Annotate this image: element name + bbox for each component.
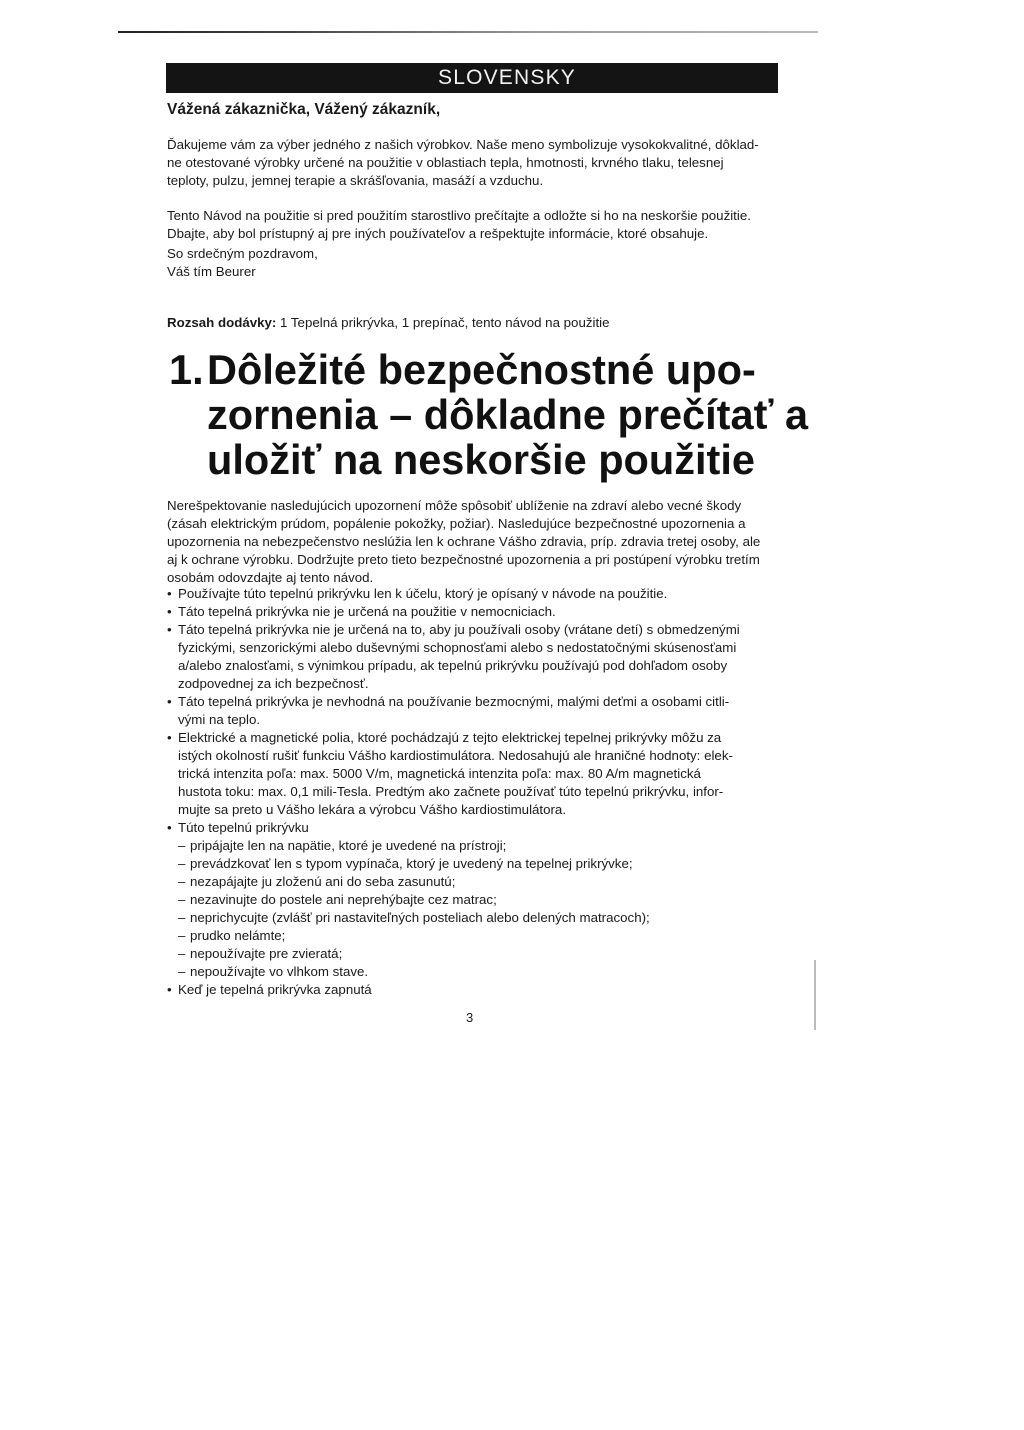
safety-bullet (167, 603, 779, 621)
bullet-line: hustota toku: max. 0,1 mili-Tesla. Predtým ako začnete používať túto tepelnú prikrývku, infor- (178, 784, 724, 799)
bullet-line: • Používajte túto tepelnú prikrývku len k účelu, ktorý je opísaný v návode na použitie. (178, 586, 668, 601)
usage-sublist (178, 837, 779, 981)
section-title (169, 347, 808, 482)
language-header-bar (166, 63, 778, 93)
bullet-line: • Táto tepelná prikrývka nie je určená na použitie v nemocniciach. (178, 604, 556, 619)
safety-bullet (167, 729, 779, 819)
warning-line: (zásah elektrickým prúdom, popálenie pokožky, požiar). Nasledujúce bezpečnostné upozornenia a (167, 516, 746, 531)
sublist-item: – nepoužívajte vo vlhkom stave. (178, 963, 779, 981)
safety-bullet (167, 693, 779, 729)
intro-line: Ďakujeme vám za výber jedného z našich výrobkov. Naše meno symbolizuje vysokokvalitné, dôklad- (167, 137, 759, 152)
bullet-line: • Táto tepelná prikrývka nie je určená na to, aby ju používali osoby (vrátane detí) s obmedzenými (178, 622, 740, 637)
sublist-item: – prevádzkovať len s typom vypínača, ktorý je uvedený na tepelnej prikrývke; (178, 855, 779, 873)
warning-line: upozornenia na nebezpečenstvo neslúžia len k ochrane Vášho zdravia, príp. zdravia tretej osoby, ale (167, 534, 761, 549)
warning-line: Nerešpektovanie nasledujúcich upozornení môže spôsobiť ublíženie na zdraví alebo vecné škody (167, 498, 742, 513)
note-line: Tento Návod na použitie si pred použitím starostlivo prečítajte a odložte si ho na neskoršie použitie. (167, 208, 751, 223)
bullet-line: • Túto tepelnú prikrývku (178, 820, 309, 835)
bullet-line: trická intenzita poľa: max. 5000 V/m, magnetická intenzita poľa: max. 80 A/m magnetická (178, 766, 701, 781)
warning-line: osobám odovzdajte aj tento návod. (167, 570, 374, 585)
language-label: SLOVENSKY (437, 66, 577, 89)
safety-bullet (167, 819, 779, 981)
scan-edge-top (118, 31, 818, 33)
signature-line: Váš tím Beurer (167, 264, 256, 279)
bullet-line: vými na teplo. (178, 712, 261, 727)
section-title-line: Dôležité bezpečnostné upo- (207, 346, 756, 393)
warning-intro-paragraph (167, 497, 777, 587)
intro-line: ne otestované výrobky určené na použitie v oblastiach tepla, hmotnosti, krvného tlaku, telesnej (167, 155, 724, 170)
bullet-line: • Elektrické a magnetické polia, ktoré pochádzajú z tejto elektrickej tepelnej prikrývky môžu za (178, 730, 722, 745)
sublist-item: – nezavinujte do postele ani neprehýbajte cez matrac; (178, 891, 779, 909)
warning-line: aj k ochrane výrobku. Dodržujte preto tieto bezpečnostné upozornenia a pri postúpení výrobku tretím (167, 552, 760, 567)
closing-signature (167, 245, 782, 281)
instructions-note (167, 207, 782, 243)
page-number: 3 (466, 1010, 474, 1025)
delivery-scope-text: 1 Tepelná prikrývka, 1 prepínač, tento návod na použitie (276, 315, 610, 330)
safety-bullet (167, 585, 779, 603)
scan-edge-right (814, 960, 816, 1030)
safety-bullet (167, 621, 779, 693)
bullet-line: zodpovednej za ich bezpečnosť. (178, 676, 369, 691)
sublist-item: – prudko nelámte; (178, 927, 779, 945)
intro-line: teploty, pulzu, jemnej terapie a skrášľovania, masáží a vzduchu. (167, 173, 544, 188)
bullet-line: • Keď je tepelná prikrývka zapnutá (178, 982, 372, 997)
intro-paragraph (167, 136, 782, 190)
section-title-line: zornenia – dôkladne prečítať a (207, 391, 809, 438)
section-number: 1. (169, 346, 204, 393)
delivery-scope-label: Rozsah dodávky: (167, 315, 277, 330)
greeting: Vážená zákaznička, Vážený zákazník, (167, 101, 441, 118)
bullet-line: • Táto tepelná prikrývka je nevhodná na používanie bezmocnými, malými deťmi a osobami citli- (178, 694, 730, 709)
safety-bullet (167, 981, 779, 999)
safety-bullet-list (167, 585, 779, 999)
note-line: Dbajte, aby bol prístupný aj pre iných používateľov a rešpektujte informácie, ktoré obsahuje. (167, 226, 709, 241)
delivery-scope (167, 314, 782, 332)
bullet-line: mujte sa preto u Vášho lekára a výrobcu Vášho kardiostimulátora. (178, 802, 567, 817)
sublist-item: – pripájajte len na napätie, ktoré je uvedené na prístroji; (178, 837, 779, 855)
closing-line: So srdečným pozdravom, (167, 246, 318, 261)
sublist-item: – neprichycujte (zvlášť pri nastaviteľných posteliach alebo delených matracoch); (178, 909, 779, 927)
section-title-line: uložiť na neskoršie použitie (207, 436, 755, 483)
sublist-item: – nezapájajte ju zloženú ani do seba zasunutú; (178, 873, 779, 891)
sublist-item: – nepoužívajte pre zvieratá; (178, 945, 779, 963)
bullet-line: istých okolností rušiť funkciu Vášho kardiostimulátora. Nedosahujú ale hraničné hodnoty: elek- (178, 748, 733, 763)
bullet-line: fyzickými, senzorickými alebo duševnými schopnosťami alebo s nedostatočnými skúsenosťami (178, 640, 737, 655)
bullet-line: a/alebo znalosťami, s výnimkou prípadu, ak tepelnú prikrývku používajú pod dohľadom osoby (178, 658, 728, 673)
